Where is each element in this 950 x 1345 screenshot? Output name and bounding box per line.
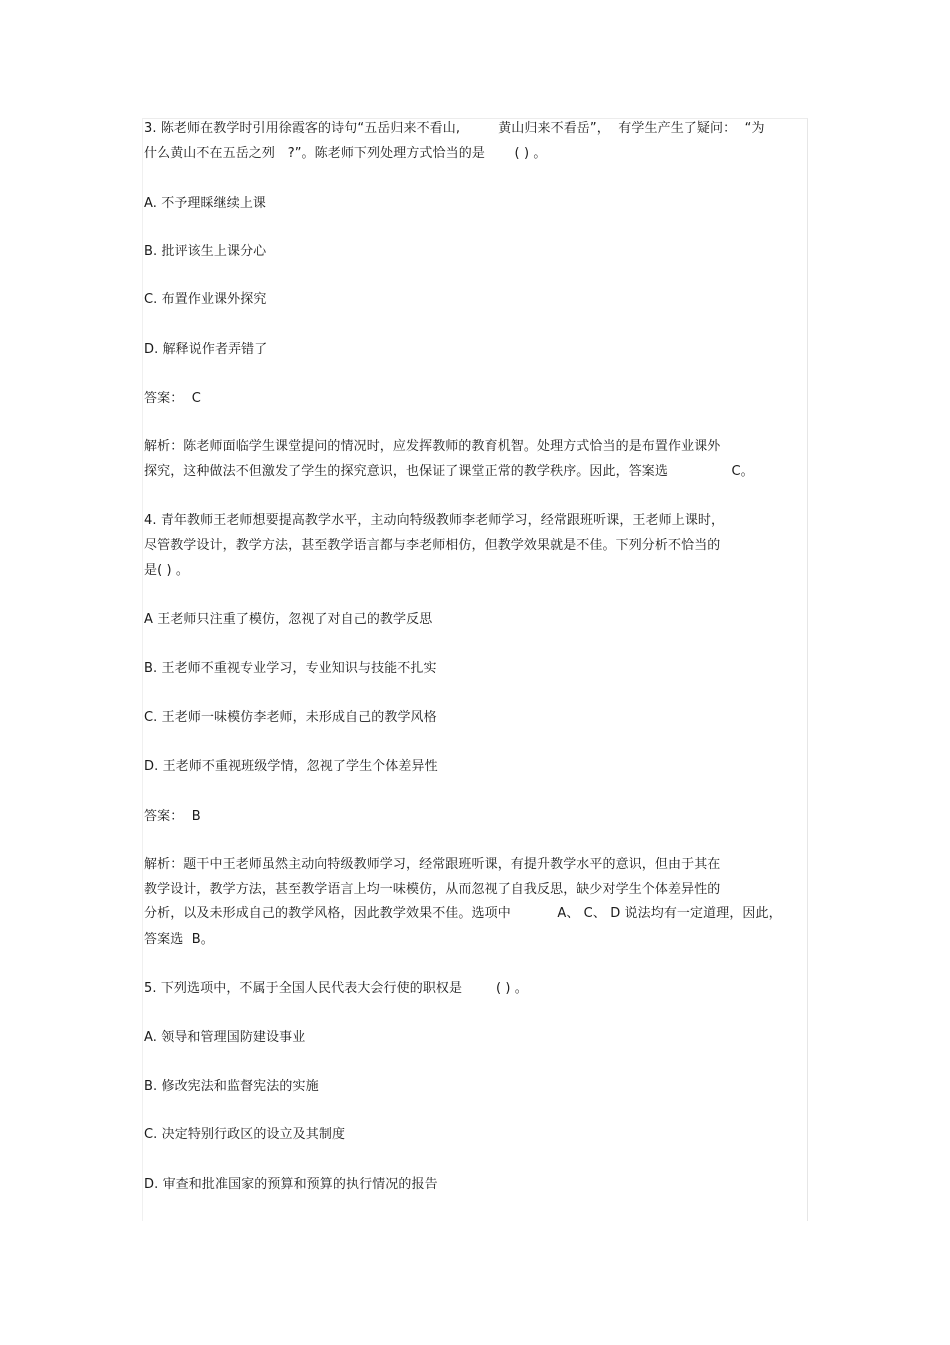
q4-explanation-line-2: 教学设计，教学方法，甚至教学语言上均一味模仿，从而忽视了自我反思，缺少对学生个体差异性的 (144, 882, 721, 897)
q5-stem: 5. 下列选项中，不属于全国人民代表大会行使的职权是 ( ) 。 (144, 981, 528, 996)
q3-option-d: D. 解释说作者弄错了 (144, 342, 268, 357)
q5-option-d: D. 审查和批准国家的预算和预算的执行情况的报告 (144, 1177, 438, 1192)
q4-explanation-line-1: 解析：题干中王老师虽然主动向特级教师学习，经常跟班听课，有提升教学水平的意识，但由于其在 (144, 857, 721, 872)
q3-explanation-line-1: 解析：陈老师面临学生课堂提问的情况时，应发挥教师的教育机智。处理方式恰当的是布置作业课外 (144, 439, 721, 454)
q3-option-a: A. 不予理睬继续上课 (144, 196, 267, 211)
q5-option-c: C. 决定特别行政区的设立及其制度 (144, 1127, 346, 1142)
q3-answer: 答案： C (144, 391, 201, 406)
q4-stem-line-3: 是( ) 。 (144, 563, 190, 578)
q4-answer: 答案： B (144, 809, 201, 824)
q4-option-d: D. 王老师不重视班级学情，忽视了学生个体差异性 (144, 759, 438, 774)
q5-option-b: B. 修改宪法和监督宪法的实施 (144, 1079, 319, 1094)
q3-stem-line-2: 什么黄山不在五岳之列 ?”。陈老师下列处理方式恰当的是 ( ) 。 (144, 146, 547, 161)
q4-explanation-line-4: 答案选 B。 (144, 932, 214, 947)
q4-option-a: A 王老师只注重了模仿，忽视了对自己的教学反思 (144, 612, 433, 627)
q3-stem-line-1: 3. 陈老师在教学时引用徐霞客的诗句“五岳归来不看山, 黄山归来不看岳”， 有学生产生了疑问： “为 (144, 121, 765, 136)
q4-stem-line-2: 尽管教学设计，教学方法，甚至教学语言都与李老师相仿，但教学效果就是不佳。下列分析不恰当的 (144, 538, 721, 553)
q5-option-a: A. 领导和管理国防建设事业 (144, 1030, 306, 1045)
q4-stem-line-1: 4. 青年教师王老师想要提高教学水平，主动向特级教师李老师学习，经常跟班听课，王老师上课时， (144, 513, 725, 528)
q4-option-b: B. 王老师不重视专业学习，专业知识与技能不扎实 (144, 661, 437, 676)
q4-option-c: C. 王老师一味模仿李老师，未形成自己的教学风格 (144, 710, 437, 725)
q3-option-b: B. 批评该生上课分心 (144, 244, 267, 259)
q4-explanation-line-3: 分析，以及未形成自己的教学风格，因此教学效果不佳。选项中 A、 C、 D 说法均有一定道理，因此， (144, 906, 782, 921)
q3-option-c: C. 布置作业课外探究 (144, 292, 267, 307)
q3-explanation-line-2: 探究，这种做法不但激发了学生的探究意识，也保证了课堂正常的教学秩序。因此，答案选 C。 (144, 464, 754, 479)
